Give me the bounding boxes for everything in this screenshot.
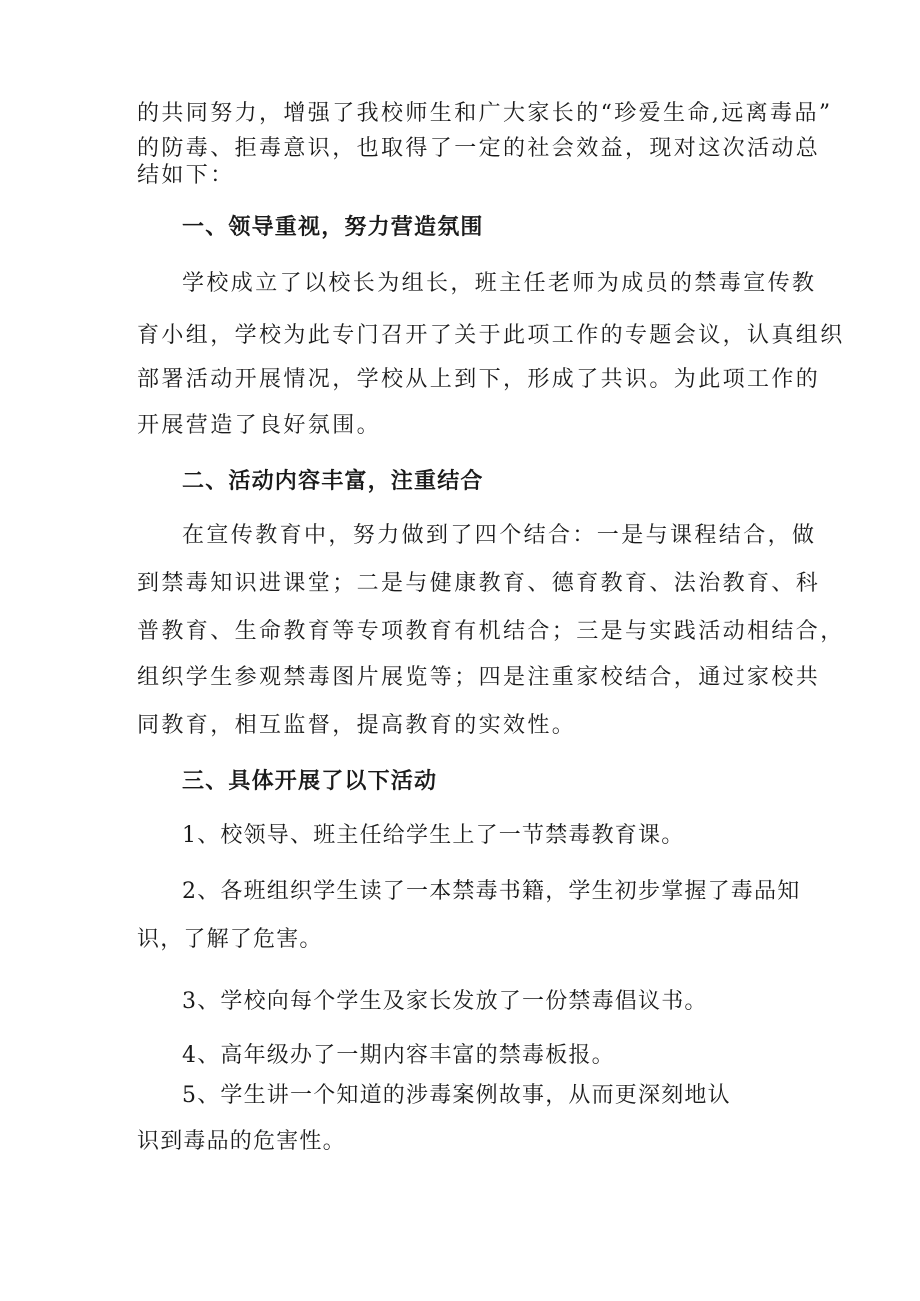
section-1-line-1: 学校成立了以校长为组长，班主任老师为成员的禁毒宣传教 bbox=[182, 271, 817, 296]
section-3-heading: 三、具体开展了以下活动 bbox=[182, 769, 438, 794]
section-2-line-2: 到禁毒知识进课堂；二是与健康教育、德育教育、法治教育、科 bbox=[137, 571, 821, 596]
section-2-heading: 二、活动内容丰富，注重结合 bbox=[182, 469, 484, 494]
section-2-line-3: 普教育、生命教育等专项教育有机结合；三是与实践活动相结合， bbox=[137, 619, 845, 644]
section-2-line-4: 组织学生参观禁毒图片展览等；四是注重家校结合，通过家校共 bbox=[137, 665, 821, 690]
section-1-heading: 一、领导重视，努力营造氛围 bbox=[182, 215, 484, 240]
section-1-line-2: 育小组，学校为此专门召开了关于此项工作的专题会议，认真组织 bbox=[137, 323, 845, 348]
intro-line-2: 的防毒、拒毒意识，也取得了一定的社会效益，现对这次活动总 bbox=[137, 136, 821, 161]
intro-line-3: 结如下： bbox=[137, 163, 235, 188]
section-1-line-4: 开展营造了良好氛围。 bbox=[137, 413, 382, 438]
list-item-3: 3、学校向每个学生及家长发放了一份禁毒倡议书。 bbox=[182, 989, 708, 1014]
list-item-2-continued: 识，了解了危害。 bbox=[137, 927, 323, 952]
list-item-5-continued: 识到毒品的危害性。 bbox=[137, 1129, 346, 1154]
list-item-2: 2、各班组织学生读了一本禁毒书籍，学生初步掌握了毒品知 bbox=[182, 879, 801, 904]
list-item-4: 4、高年级办了一期内容丰富的禁毒板报。 bbox=[182, 1043, 615, 1068]
section-2-line-1: 在宣传教育中，努力做到了四个结合：一是与课程结合，做 bbox=[182, 523, 817, 548]
section-1-line-3: 部署活动开展情况，学校从上到下，形成了共识。为此项工作的 bbox=[137, 367, 821, 392]
list-item-5: 5、学生讲一个知道的涉毒案例故事，从而更深刻地认 bbox=[182, 1083, 731, 1108]
intro-line-1: 的共同努力，增强了我校师生和广大家长的“珍爱生命,远离毒品” bbox=[137, 101, 833, 126]
section-2-line-5: 同教育，相互监督，提高教育的实效性。 bbox=[137, 713, 577, 738]
list-item-1: 1、校领导、班主任给学生上了一节禁毒教育课。 bbox=[182, 823, 685, 848]
